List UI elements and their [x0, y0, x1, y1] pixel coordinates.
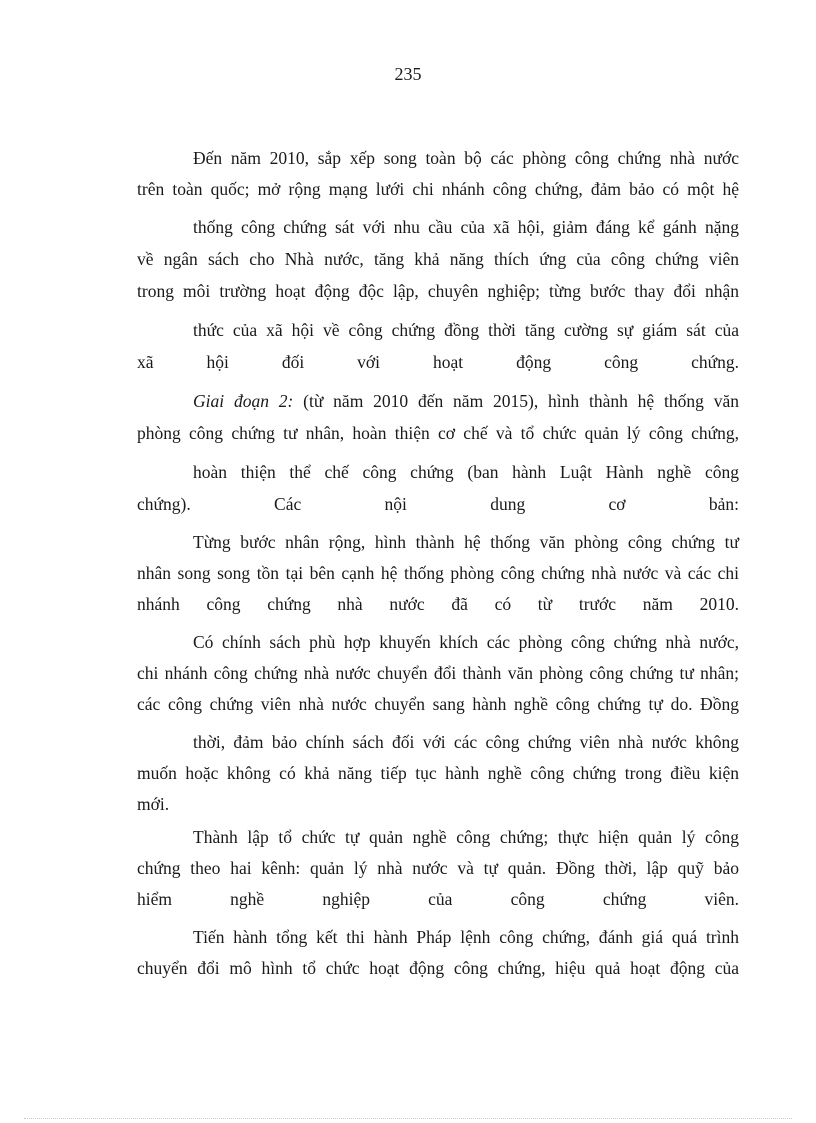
italic-heading: Giai đoạn 2: [193, 391, 294, 411]
text-line: thức của xã hội về công chứng đồng thời tăng cường sự giám sát của [193, 320, 739, 340]
text-line: muốn hoặc không có khả năng tiếp tục hành nghề công chứng trong điều kiện [137, 763, 739, 783]
text-line [193, 389, 739, 413]
text-line: chi nhánh công chứng nhà nước chuyển đổi thành văn phòng công chứng tư nhân; [137, 663, 739, 683]
text-line: trong môi trường hoạt động độc lập, chuyên nghiệp; từng bước thay đổi nhận [137, 281, 739, 301]
text-line: nhánh công chứng nhà nước đã có từ trước năm 2010. [137, 594, 739, 614]
text-line: phòng công chứng tư nhân, hoàn thiện cơ chế và tổ chức quản lý công chứng, [137, 423, 739, 443]
text-line: nhân song song tồn tại bên cạnh hệ thống phòng công chứng nhà nước và các chi [137, 563, 739, 583]
text-line: hiểm nghề nghiệp của công chứng viên. [137, 889, 739, 909]
text-line: mới. [137, 794, 170, 814]
text-line: Thành lập tổ chức tự quản nghề công chứng; thực hiện quản lý công [193, 827, 739, 847]
text-line: thời, đảm bảo chính sách đối với các công chứng viên nhà nước không [193, 732, 739, 752]
text-line: chứng theo hai kênh: quản lý nhà nước và tự quản. Đồng thời, lập quỹ bảo [137, 858, 739, 878]
text-line: thống công chứng sát với nhu cầu của xã hội, giảm đáng kể gánh nặng [193, 217, 739, 237]
page-bottom-rule [24, 1118, 792, 1119]
text-line: Tiến hành tổng kết thi hành Pháp lệnh công chứng, đánh giá quá trình [193, 927, 739, 947]
text-line: hoàn thiện thể chế công chứng (ban hành Luật Hành nghề công [193, 462, 739, 482]
text-span: (từ năm 2010 đến năm 2015), hình thành hệ thống văn [293, 391, 739, 411]
text-line: chứng). Các nội dung cơ bản: [137, 494, 739, 514]
text-line: về ngân sách cho Nhà nước, tăng khả năng thích ứng của công chứng viên [137, 249, 739, 269]
text-line: chuyển đổi mô hình tổ chức hoạt động công chứng, hiệu quả hoạt động của [137, 958, 739, 978]
text-line: trên toàn quốc; mở rộng mạng lưới chi nhánh công chứng, đảm bảo có một hệ [137, 179, 739, 199]
text-line: các công chứng viên nhà nước chuyển sang hành nghề công chứng tự do. Đồng [137, 694, 739, 714]
text-line: Từng bước nhân rộng, hình thành hệ thống văn phòng công chứng tư [193, 532, 739, 552]
page-number: 235 [394, 64, 422, 84]
text-line: Có chính sách phù hợp khuyến khích các phòng công chứng nhà nước, [193, 632, 739, 652]
text-line: xã hội đối với hoạt động công chứng. [137, 352, 739, 372]
text-line: Đến năm 2010, sắp xếp song toàn bộ các phòng công chứng nhà nước [193, 148, 739, 168]
